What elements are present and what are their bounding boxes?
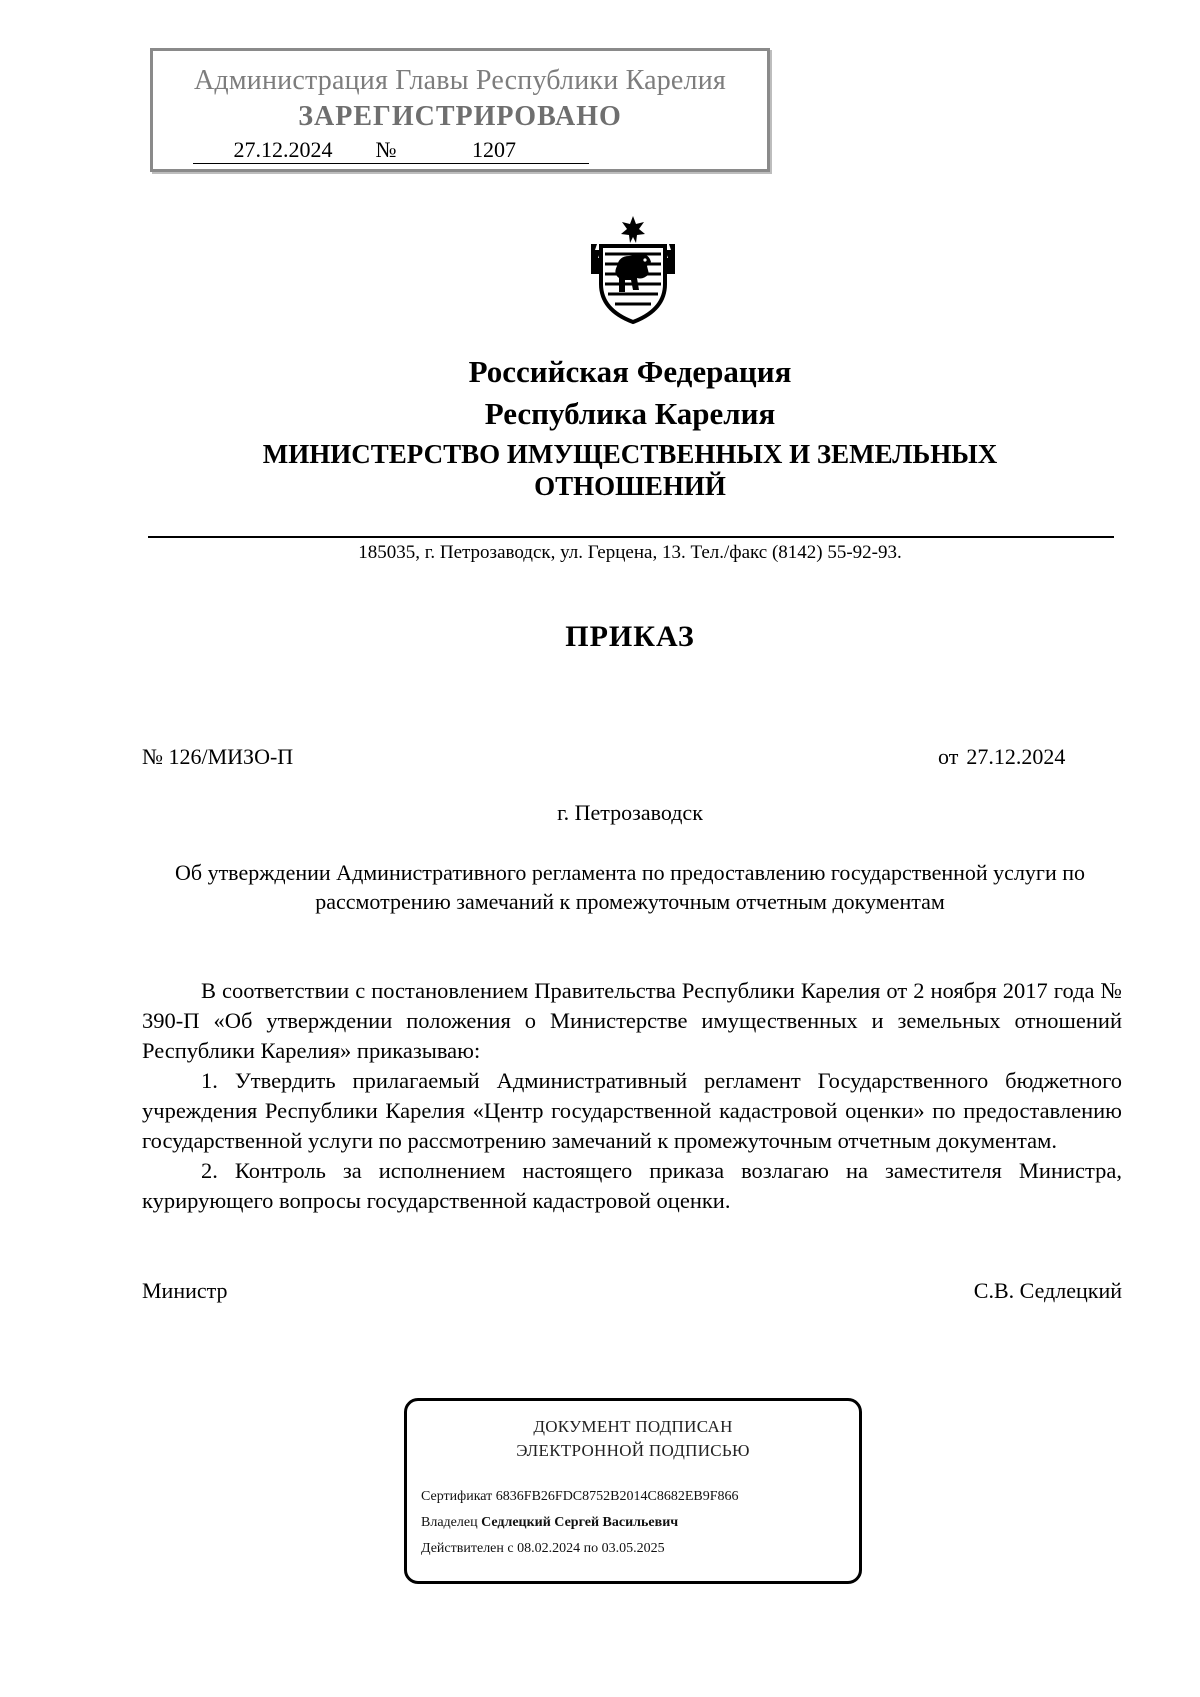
header-ministry	[140, 438, 1120, 502]
esignature-owner-label: Владелец	[421, 1515, 478, 1530]
document-city: г. Петрозаводск	[557, 800, 703, 825]
document-body	[142, 976, 1122, 1216]
body-paragraph: 2. Контроль за исполнением настоящего приказа возлагаю на заместителя Министра, курирующего вопросы государственной кадастровой оценки.	[142, 1158, 1122, 1213]
registration-organization: Администрация Главы Республики Карелия	[194, 65, 726, 96]
header-country: Российская Федерация	[468, 354, 792, 389]
header-ministry-line2: ОТНОШЕНИЙ	[534, 471, 726, 501]
esignature-certificate: 6836FB26FDC8752B2014C8682EB9F866	[495, 1489, 739, 1504]
esignature-valid-from: 08.02.2024	[517, 1541, 581, 1556]
registration-number-sign: №	[373, 137, 399, 164]
esignature-certificate-label: Сертификат	[421, 1489, 493, 1504]
document-type: ПРИКАЗ	[565, 620, 695, 653]
document-subject: Об утверждении Административного регламента по предоставлению государственной услуги по рассмотрению замечаний к промежуточным отчетным документам	[174, 860, 1085, 914]
esignature-owner: Седлецкий Сергей Васильевич	[481, 1515, 679, 1530]
esignature-validity-row	[421, 1541, 665, 1557]
document-number: № 126/МИЗО-П	[142, 744, 294, 769]
esignature-title-line2: ЭЛЕКТРОННОЙ ПОДПИСЬЮ	[516, 1441, 750, 1460]
karelia-coat-of-arms-icon	[583, 214, 683, 326]
registration-stamp	[150, 48, 770, 172]
registration-number: 1207	[399, 137, 589, 164]
esignature-owner-row	[421, 1515, 678, 1531]
body-paragraph: В соответствии с постановлением Правительства Республики Карелия от 2 ноября 2017 года № 390-П «Об утверждении положения о Министерстве имущественных и земельных отношений Республики Карелия» приказываю:	[142, 978, 1122, 1063]
registration-date: 27.12.2024	[193, 137, 373, 164]
document-date-prefix: от	[938, 744, 959, 769]
body-paragraph: 1. Утвердить прилагаемый Административный регламент Государственного бюджетного учреждения Республики Карелия «Центр государственной кадастровой оценки» по предоставлению государственной услуги по рассмотрению замечаний к промежуточным отчетным документам.	[142, 1068, 1122, 1153]
registration-status: ЗАРЕГИСТРИРОВАНО	[298, 101, 622, 132]
document-date-block	[938, 744, 1065, 770]
esignature-title-line1: ДОКУМЕНТ ПОДПИСАН	[533, 1417, 733, 1436]
esignature-valid-label: Действителен с	[421, 1541, 514, 1556]
signatory-role: Министр	[142, 1278, 228, 1303]
esignature-stamp	[404, 1398, 862, 1584]
esignature-valid-to: 03.05.2025	[601, 1541, 665, 1556]
document-date: 27.12.2024	[966, 744, 1066, 769]
header-republic: Республика Карелия	[484, 396, 776, 431]
header-divider	[148, 536, 1114, 538]
signatory-name: С.В. Седлецкий	[973, 1278, 1122, 1303]
registration-line	[193, 137, 589, 164]
esignature-certificate-row	[421, 1489, 739, 1505]
header-address: 185035, г. Петрозаводск, ул. Герцена, 13. Тел./факс (8142) 55-92-93.	[358, 542, 902, 563]
esignature-valid-to-label: по	[583, 1541, 599, 1556]
header-ministry-line1: МИНИСТЕРСТВО ИМУЩЕСТВЕННЫХ И ЗЕМЕЛЬНЫХ	[262, 439, 998, 469]
